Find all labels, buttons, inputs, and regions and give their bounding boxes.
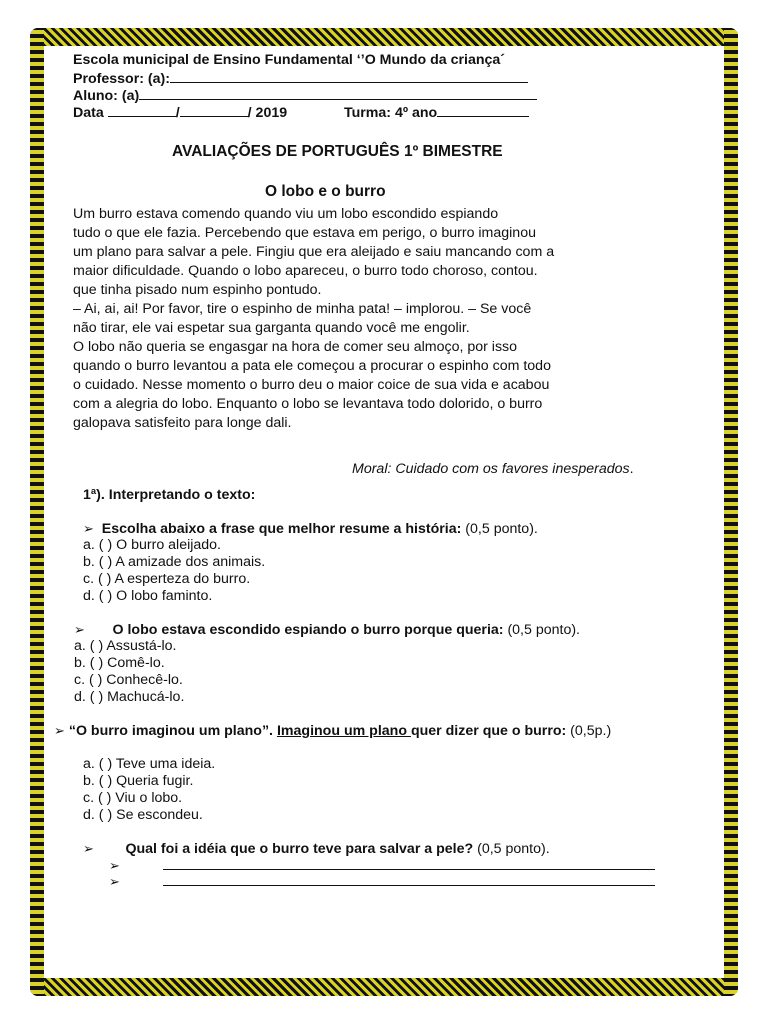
arrow-bullet-icon: ➢ xyxy=(74,622,85,637)
question-2-prompt: O lobo estava escondido espiando o burro porque queria: xyxy=(112,622,504,638)
professor-blank[interactable] xyxy=(170,69,528,83)
section-heading: 1ª). Interpretando o texto: xyxy=(83,487,256,503)
question-4-prompt: Qual foi a idéia que o burro teve para salvar a pele? xyxy=(125,841,474,857)
question-1-points: (0,5 ponto). xyxy=(461,521,538,537)
question-3-points: (0,5p.) xyxy=(566,723,612,739)
option-2d[interactable]: d. ( ) Machucá-lo. xyxy=(74,689,185,705)
option-2c[interactable]: c. ( ) Conhecê-lo. xyxy=(74,672,183,688)
question-1-prompt: Escolha abaixo a frase que melhor resume a história: xyxy=(101,521,462,537)
story-line: um plano para salvar a pele. Fingiu que era aleijado e saiu mancando com a xyxy=(73,244,555,260)
turma-label: Turma: 4º ano xyxy=(344,105,438,121)
moral-text: Moral: Cuidado com os favores inesperados xyxy=(352,461,630,477)
question-1 xyxy=(83,520,538,538)
turma-field xyxy=(344,103,529,122)
story-line: O lobo não queria se engasgar na hora de comer seu almoço, por isso xyxy=(73,339,518,355)
story-line: com a alegria do lobo. Enquanto o lobo se levantava todo dolorido, o burro xyxy=(73,396,543,412)
option-1b[interactable]: b. ( ) A amizade dos animais. xyxy=(83,554,266,570)
aluno-label: Aluno: (a) xyxy=(73,88,140,104)
question-3-prompt-a: “O burro imaginou um plano”. xyxy=(68,723,277,739)
answer-blank-2[interactable] xyxy=(163,885,655,886)
story-moral xyxy=(352,461,634,478)
option-3a[interactable]: a. ( ) Teve uma ideia. xyxy=(83,756,216,772)
question-3-prompt-underlined: Imaginou um plano xyxy=(276,723,411,739)
border-left xyxy=(30,28,44,996)
page-title: AVALIAÇÕES DE PORTUGUÊS 1º BIMESTRE xyxy=(172,143,503,160)
date-year: / 2019 xyxy=(247,105,288,121)
story-line: não tirar, ele vai espetar sua garganta quando você me engolir. xyxy=(73,320,470,336)
option-3c[interactable]: c. ( ) Viu o lobo. xyxy=(83,790,183,806)
question-4-points: (0,5 ponto). xyxy=(473,841,550,857)
story-line: quando o burro levantou a pata ele começou a procurar o espinho com todo xyxy=(73,358,551,374)
option-3d[interactable]: d. ( ) Se escondeu. xyxy=(83,807,203,823)
option-1c[interactable]: c. ( ) A esperteza do burro. xyxy=(83,571,251,587)
option-1d[interactable]: d. ( ) O lobo faminto. xyxy=(83,588,213,604)
question-2 xyxy=(74,621,580,639)
question-3-prompt-b: quer dizer que o burro: xyxy=(410,723,567,739)
arrow-bullet-icon: ➢ xyxy=(83,521,94,536)
question-2-points: (0,5 ponto). xyxy=(503,622,581,638)
story-line: maior dificuldade. Quando o lobo apareceu, o burro todo choroso, contou. xyxy=(73,263,538,279)
option-3b[interactable]: b. ( ) Queria fugir. xyxy=(83,773,194,789)
border-top xyxy=(30,28,738,46)
aluno-blank[interactable] xyxy=(139,86,537,100)
answer-blank-1[interactable] xyxy=(163,869,655,870)
story-line: galopava satisfeito para longe dali. xyxy=(73,415,292,431)
story-line: tudo o que ele fazia. Percebendo que estava em perigo, o burro imaginou xyxy=(73,225,536,241)
school-name: Escola municipal de Ensino Fundamental ‘’O Mundo da criança´ xyxy=(73,52,506,68)
date-month-blank[interactable] xyxy=(180,103,248,117)
date-label: Data xyxy=(73,105,104,121)
story-line: que tinha pisado num espinho pontudo. xyxy=(73,282,322,298)
arrow-bullet-icon: ➢ xyxy=(54,723,65,738)
date-slash: / xyxy=(175,105,180,121)
story-line: Um burro estava comendo quando viu um lobo escondido espiando xyxy=(73,206,499,222)
story-line: o cuidado. Nesse momento o burro deu o maior coice de sua vida e acabou xyxy=(73,377,550,393)
arrow-bullet-icon: ➢ xyxy=(109,874,120,889)
answer-line-2 xyxy=(109,873,120,891)
question-3 xyxy=(54,722,611,740)
border-bottom xyxy=(30,978,738,996)
turma-blank[interactable] xyxy=(437,103,529,117)
story-title: O lobo e o burro xyxy=(265,183,386,200)
question-4 xyxy=(83,840,550,858)
date-day-blank[interactable] xyxy=(108,103,176,117)
option-2a[interactable]: a. ( ) Assustá-lo. xyxy=(74,638,177,654)
border-right xyxy=(724,28,738,996)
option-2b[interactable]: b. ( ) Comê-lo. xyxy=(74,655,165,671)
option-1a[interactable]: a. ( ) O burro aleijado. xyxy=(83,537,221,553)
story-line: – Ai, ai, ai! Por favor, tire o espinho de minha pata! – implorou. – Se você xyxy=(73,301,532,317)
professor-label: Professor: (a): xyxy=(73,71,170,87)
date-field xyxy=(73,103,287,122)
arrow-bullet-icon: ➢ xyxy=(83,841,94,856)
arrow-bullet-icon: ➢ xyxy=(109,858,120,873)
moral-period: . xyxy=(629,461,634,477)
